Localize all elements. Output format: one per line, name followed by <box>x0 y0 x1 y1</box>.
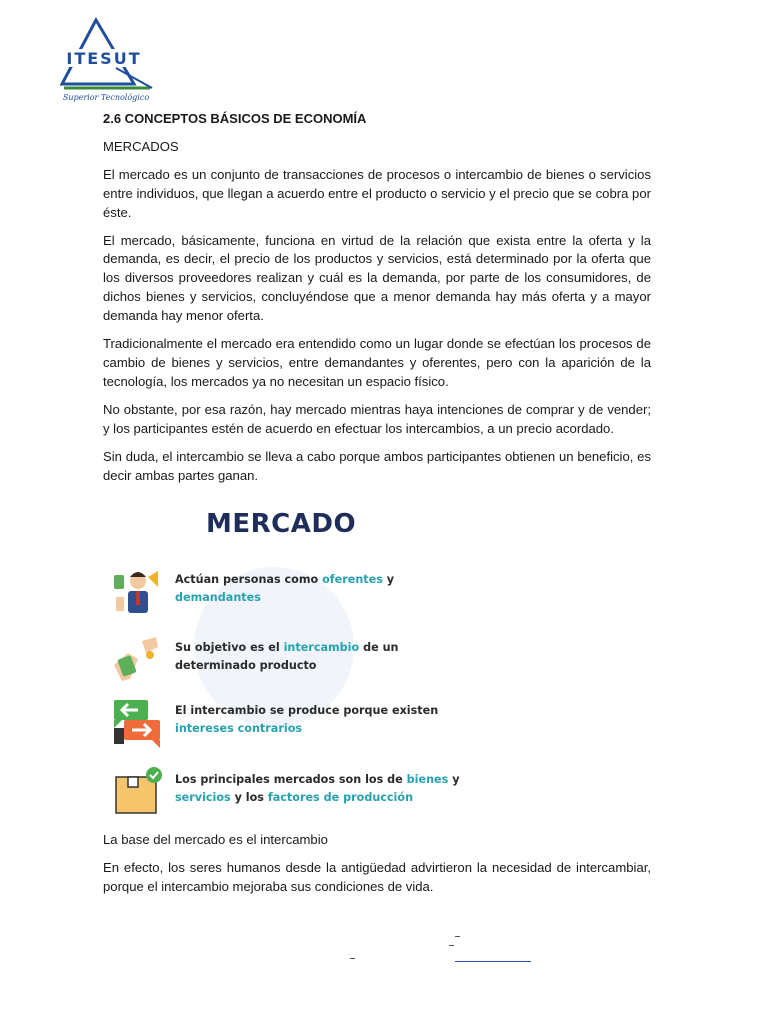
highlighted-term: servicios <box>175 791 231 804</box>
section-title: 2.6 CONCEPTOS BÁSICOS DE ECONOMÍA <box>103 111 367 126</box>
person-megaphone-icon <box>108 567 164 617</box>
highlighted-term: intereses contrarios <box>175 722 303 735</box>
infographic-row <box>108 767 468 817</box>
paragraph: Sin duda, el intercambio se lleva a cabo porque ambos participantes obtienen un beneficio, es decir ambas partes ganan. <box>103 448 651 483</box>
document-body <box>103 110 651 494</box>
logo-name: ITESUT <box>66 49 142 68</box>
row-text-segment: Su objetivo es el <box>175 641 284 654</box>
highlighted-term: bienes <box>406 773 449 786</box>
row-text-segment: El intercambio se produce porque existen <box>175 704 439 717</box>
highlighted-term: demandantes <box>175 591 261 604</box>
footer-mark <box>455 936 460 937</box>
highlighted-term: factores de producción <box>267 791 414 804</box>
infographic-row-text <box>175 571 465 607</box>
box-check-icon <box>108 767 164 817</box>
footer-mark <box>449 945 454 946</box>
footer-mark <box>350 958 355 959</box>
infographic-row-text <box>175 771 465 807</box>
row-text-segment: y <box>382 573 395 586</box>
row-text-segment: Los principales mercados son los de <box>175 773 407 786</box>
mercado-infographic <box>108 505 468 825</box>
paragraph: En efecto, los seres humanos desde la antigüedad advirtieron la necesidad de intercambiar, porque el intercambio mejoraba sus condiciones de vida. <box>103 859 651 894</box>
itesut-logo <box>56 16 156 106</box>
highlighted-term: intercambio <box>283 641 360 654</box>
infographic-row <box>108 635 468 685</box>
row-text-segment: y los <box>230 791 268 804</box>
arrows-bubbles-icon <box>108 698 164 748</box>
infographic-row-text <box>175 702 465 738</box>
paragraph: No obstante, por esa razón, hay mercado mientras haya intenciones de comprar y de vender; y los participantes estén de acuerdo en efectuar los intercambios, a un precio acordado. <box>103 401 651 436</box>
infographic-row <box>108 567 468 617</box>
infographic-row-text <box>175 639 465 675</box>
row-text-segment: de un determinado producto <box>175 641 399 672</box>
closing-text <box>103 831 651 906</box>
paragraph: El mercado es un conjunto de transacciones de procesos o intercambio de bienes o servicios entre individuos, que llegan a acuerdo entre el producto o servicio y el precio que se cobra por éste. <box>103 166 651 220</box>
logo-triangle-graphic <box>56 16 156 106</box>
infographic-row <box>108 698 468 748</box>
row-text-segment: Actúan personas como <box>175 573 323 586</box>
highlighted-term: oferentes <box>322 573 383 586</box>
paragraph: La base del mercado es el intercambio <box>103 832 328 847</box>
paragraph: Tradicionalmente el mercado era entendido como un lugar donde se efectúan los procesos de cambio de bienes y servicios, entre demandantes y oferentes, pero con la aparición de la tecnología, los mercados ya no necesitan un espacio físico. <box>103 336 651 389</box>
row-text-segment: y <box>448 773 460 786</box>
paragraph: El mercado, básicamente, funciona en virtud de la relación que exista entre la oferta y la demanda, es decir, el precio de los productos y servicios, está determinado por la oferta que los diversos proveedores realizan y cuál es la demanda, por parte de los consumidores, de dichos bienes y servicios, concluyéndose que a menor demanda hay más oferta y a mayor demanda hay menor oferta. <box>103 232 651 324</box>
hand-exchange-icon <box>108 635 164 685</box>
logo-tagline: Superior Tecnológico <box>62 93 150 102</box>
infographic-title: MERCADO <box>206 509 357 539</box>
footer-link-underline[interactable] <box>455 961 531 962</box>
subsection-title: MERCADOS <box>103 138 179 154</box>
